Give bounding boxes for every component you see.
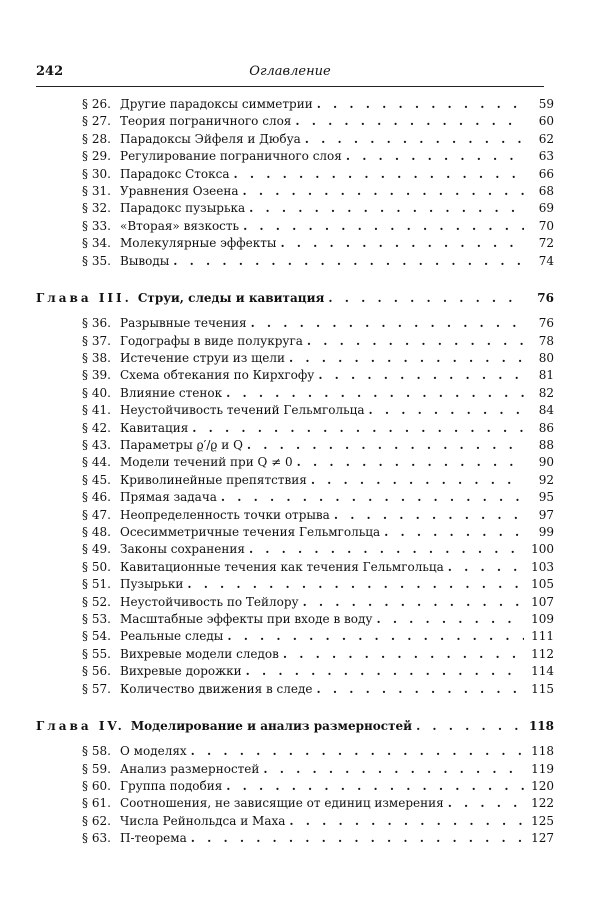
toc-entry[interactable] bbox=[0, 96, 600, 113]
section-page: 88 bbox=[538, 438, 554, 453]
section-number: § 30. bbox=[82, 166, 111, 181]
section-number: § 31. bbox=[82, 183, 111, 198]
section-number: § 48. bbox=[82, 524, 111, 539]
section-title: Реальные следы bbox=[120, 629, 224, 644]
section-number: § 27. bbox=[82, 114, 111, 129]
leader-dots bbox=[249, 200, 524, 217]
toc-entry[interactable] bbox=[0, 681, 600, 698]
section-title: Прямая задача bbox=[120, 490, 217, 505]
toc-entry[interactable] bbox=[0, 454, 600, 471]
leader-dots bbox=[317, 96, 524, 113]
section-page: 107 bbox=[531, 594, 554, 609]
section-page: 97 bbox=[538, 507, 554, 522]
section-title: Кавитационные течения как течения Гельмгольца bbox=[120, 559, 444, 574]
leader-dots bbox=[307, 333, 524, 350]
section-title: Криволинейные препятствия bbox=[120, 472, 307, 487]
section-title: Влияние стенок bbox=[120, 385, 223, 400]
section-number: § 61. bbox=[82, 796, 111, 811]
toc-entry[interactable] bbox=[0, 315, 600, 332]
section-page: 105 bbox=[531, 577, 554, 592]
section-number: § 58. bbox=[82, 744, 111, 759]
chapter-page: 118 bbox=[528, 718, 554, 733]
section-title: Параметры ϱ′/ϱ и Q bbox=[120, 438, 243, 453]
section-page: 109 bbox=[531, 611, 554, 626]
chapter-3-entry[interactable] bbox=[0, 290, 600, 307]
leader-dots bbox=[246, 663, 524, 680]
toc-entry[interactable] bbox=[0, 778, 600, 795]
section-page: 84 bbox=[538, 403, 554, 418]
section-title: Неопределенность точки отрыва bbox=[120, 507, 330, 522]
chapter-4-entry[interactable] bbox=[0, 718, 600, 735]
leader-dots bbox=[448, 559, 524, 576]
section-number: § 35. bbox=[82, 253, 111, 268]
section-title: Истечение струи из щели bbox=[120, 351, 286, 366]
section-number: § 33. bbox=[82, 218, 111, 233]
toc-entry[interactable] bbox=[0, 200, 600, 217]
leader-dots bbox=[242, 183, 524, 200]
section-page: 103 bbox=[531, 559, 554, 574]
toc-entry[interactable] bbox=[0, 813, 600, 830]
section-number: § 57. bbox=[82, 681, 111, 696]
section-page: 76 bbox=[538, 316, 554, 331]
toc-entry[interactable] bbox=[0, 235, 600, 252]
section-title: П-теорема bbox=[120, 831, 187, 846]
section-title: Разрывные течения bbox=[120, 316, 247, 331]
page-number: 242 bbox=[36, 64, 64, 79]
section-title: Выводы bbox=[120, 253, 170, 268]
toc-entry[interactable] bbox=[0, 131, 600, 148]
section-page: 120 bbox=[531, 779, 554, 794]
section-title: Количество движения в следе bbox=[120, 681, 313, 696]
section-page: 74 bbox=[538, 253, 554, 268]
section-title: Законы сохранения bbox=[120, 542, 245, 557]
section-number: § 63. bbox=[82, 831, 111, 846]
header-rule bbox=[36, 86, 544, 87]
section-number: § 56. bbox=[82, 664, 111, 679]
toc-entry[interactable] bbox=[0, 183, 600, 200]
chapter-title: Моделирование и анализ размерностей bbox=[130, 718, 413, 733]
toc-entry[interactable] bbox=[0, 113, 600, 130]
leader-dots bbox=[234, 166, 524, 183]
section-number: § 59. bbox=[82, 761, 111, 776]
section-title: «Вторая» вязкость bbox=[120, 218, 240, 233]
section-title: Схема обтекания по Кирхгофу bbox=[120, 368, 315, 383]
section-number: § 28. bbox=[82, 131, 111, 146]
section-number: § 50. bbox=[82, 559, 111, 574]
toc-entry[interactable] bbox=[0, 218, 600, 235]
section-title: О моделях bbox=[120, 744, 187, 759]
toc-entry[interactable] bbox=[0, 663, 600, 680]
toc-entry[interactable] bbox=[0, 253, 600, 270]
leader-dots bbox=[191, 830, 524, 847]
leader-dots bbox=[187, 576, 524, 593]
section-page: 99 bbox=[538, 524, 554, 539]
section-title: Уравнения Озеена bbox=[120, 183, 239, 198]
section-number: § 45. bbox=[82, 472, 111, 487]
section-number: § 42. bbox=[82, 420, 111, 435]
section-number: § 60. bbox=[82, 779, 111, 794]
toc-entry[interactable] bbox=[0, 743, 600, 760]
toc-entry[interactable] bbox=[0, 628, 600, 645]
section-page: 112 bbox=[531, 646, 554, 661]
leader-dots bbox=[318, 367, 524, 384]
leader-dots bbox=[247, 437, 524, 454]
section-title: Парадокс пузырька bbox=[120, 201, 246, 216]
section-page: 115 bbox=[531, 681, 554, 696]
section-page: 100 bbox=[531, 542, 554, 557]
section-page: 114 bbox=[531, 664, 554, 679]
section-page: 125 bbox=[531, 813, 554, 828]
section-list-2 bbox=[0, 315, 600, 698]
toc-entry[interactable] bbox=[0, 420, 600, 437]
section-number: § 32. bbox=[82, 201, 111, 216]
section-title: Регулирование пограничного слоя bbox=[120, 149, 342, 164]
section-number: § 38. bbox=[82, 351, 111, 366]
page-title: Оглавление bbox=[249, 64, 331, 79]
section-number: § 40. bbox=[82, 385, 111, 400]
toc-entry[interactable] bbox=[0, 385, 600, 402]
section-page: 92 bbox=[538, 472, 554, 487]
leader-dots bbox=[303, 594, 524, 611]
toc-entry[interactable] bbox=[0, 611, 600, 628]
section-number: § 29. bbox=[82, 149, 111, 164]
leader-dots bbox=[334, 507, 524, 524]
section-number: § 62. bbox=[82, 813, 111, 828]
section-title: Годографы в виде полукруга bbox=[120, 333, 303, 348]
section-number: § 53. bbox=[82, 611, 111, 626]
leader-dots bbox=[221, 489, 524, 506]
section-page: 68 bbox=[538, 183, 554, 198]
leader-dots bbox=[263, 761, 524, 778]
section-number: § 51. bbox=[82, 577, 111, 592]
leader-dots bbox=[384, 524, 524, 541]
section-page: 82 bbox=[538, 385, 554, 400]
leader-dots bbox=[243, 218, 524, 235]
section-list-1 bbox=[0, 96, 600, 270]
section-page: 69 bbox=[538, 201, 554, 216]
leader-dots bbox=[226, 778, 524, 795]
section-page: 122 bbox=[531, 796, 554, 811]
section-title: Вихревые дорожки bbox=[120, 664, 242, 679]
section-title: Осесимметричные течения Гельмгольца bbox=[120, 524, 381, 539]
leader-dots bbox=[289, 350, 524, 367]
chapter-label: Глава IV. bbox=[36, 718, 125, 733]
section-page: 60 bbox=[538, 114, 554, 129]
toc-entry[interactable] bbox=[0, 594, 600, 611]
section-page: 80 bbox=[538, 351, 554, 366]
section-number: § 26. bbox=[82, 97, 111, 111]
leader-dots bbox=[226, 385, 524, 402]
table-of-contents bbox=[0, 96, 600, 848]
section-page: 90 bbox=[538, 455, 554, 470]
section-number: § 52. bbox=[82, 594, 111, 609]
toc-entry[interactable] bbox=[0, 830, 600, 847]
section-title: Парадокс Стокса bbox=[120, 166, 230, 181]
section-page: 78 bbox=[538, 333, 554, 348]
section-number: § 54. bbox=[82, 629, 111, 644]
leader-dots bbox=[191, 743, 524, 760]
toc-entry[interactable] bbox=[0, 333, 600, 350]
section-title: Теория пограничного слоя bbox=[120, 114, 292, 129]
leader-dots bbox=[251, 315, 524, 332]
toc-entry[interactable] bbox=[0, 402, 600, 419]
chapter-page: 76 bbox=[537, 290, 554, 305]
section-page: 81 bbox=[538, 368, 554, 383]
section-title: Другие парадоксы симметрии bbox=[120, 97, 313, 111]
section-page: 127 bbox=[531, 831, 554, 846]
section-title: Молекулярные эффекты bbox=[120, 236, 277, 251]
leader-dots bbox=[346, 148, 524, 165]
section-page: 63 bbox=[538, 149, 554, 164]
section-number: § 39. bbox=[82, 368, 111, 383]
section-title: Масштабные эффекты при входе в воду bbox=[120, 611, 373, 626]
toc-entry[interactable] bbox=[0, 761, 600, 778]
section-title: Кавитация bbox=[120, 420, 189, 435]
toc-entry[interactable] bbox=[0, 795, 600, 812]
section-title: Парадоксы Эйфеля и Дюбуа bbox=[120, 131, 301, 146]
leader-dots bbox=[328, 290, 524, 307]
section-number: § 37. bbox=[82, 333, 111, 348]
leader-dots bbox=[416, 718, 524, 735]
section-number: § 55. bbox=[82, 646, 111, 661]
leader-dots bbox=[376, 611, 524, 628]
leader-dots bbox=[297, 454, 524, 471]
section-number: § 41. bbox=[82, 403, 111, 418]
toc-entry[interactable] bbox=[0, 524, 600, 541]
leader-dots bbox=[305, 131, 524, 148]
toc-entry[interactable] bbox=[0, 166, 600, 183]
leader-dots bbox=[295, 113, 524, 130]
leader-dots bbox=[283, 646, 524, 663]
toc-entry[interactable] bbox=[0, 507, 600, 524]
section-page: 86 bbox=[538, 420, 554, 435]
leader-dots bbox=[448, 795, 524, 812]
leader-dots bbox=[317, 681, 525, 698]
toc-entry[interactable] bbox=[0, 148, 600, 165]
leader-dots bbox=[249, 541, 524, 558]
section-page: 59 bbox=[538, 97, 554, 111]
section-number: § 47. bbox=[82, 507, 111, 522]
leader-dots bbox=[311, 472, 524, 489]
toc-entry[interactable] bbox=[0, 350, 600, 367]
page-header bbox=[36, 64, 544, 80]
leader-dots bbox=[280, 235, 524, 252]
section-number: § 46. bbox=[82, 490, 111, 505]
toc-entry[interactable] bbox=[0, 646, 600, 663]
section-page: 111 bbox=[531, 629, 554, 644]
section-title: Анализ размерностей bbox=[120, 761, 260, 776]
leader-dots bbox=[369, 402, 525, 419]
toc-entry[interactable] bbox=[0, 472, 600, 489]
section-page: 62 bbox=[538, 131, 554, 146]
section-list-3 bbox=[0, 743, 600, 847]
section-number: § 44. bbox=[82, 455, 111, 470]
section-page: 118 bbox=[531, 744, 554, 759]
section-page: 70 bbox=[538, 218, 554, 233]
section-page: 66 bbox=[538, 166, 554, 181]
toc-entry[interactable] bbox=[0, 489, 600, 506]
section-title: Пузырьки bbox=[120, 577, 184, 592]
toc-entry[interactable] bbox=[0, 541, 600, 558]
section-page: 95 bbox=[538, 490, 554, 505]
toc-entry[interactable] bbox=[0, 367, 600, 384]
section-title: Неустойчивость течений Гельмгольца bbox=[120, 403, 365, 418]
section-title: Неустойчивость по Тейлору bbox=[120, 594, 299, 609]
section-number: § 36. bbox=[82, 316, 111, 331]
section-number: § 49. bbox=[82, 542, 111, 557]
section-title: Числа Рейнольдса и Маха bbox=[120, 813, 286, 828]
leader-dots bbox=[192, 420, 524, 437]
section-number: § 43. bbox=[82, 438, 111, 453]
toc-entry[interactable] bbox=[0, 559, 600, 576]
leader-dots bbox=[173, 253, 524, 270]
section-title: Группа подобия bbox=[120, 779, 223, 794]
section-title: Соотношения, не зависящие от единиц измерения bbox=[120, 796, 444, 811]
chapter-label: Глава III. bbox=[36, 290, 132, 305]
chapter-title: Струи, следы и кавитация bbox=[137, 290, 325, 305]
section-page: 119 bbox=[531, 761, 554, 776]
section-title: Вихревые модели следов bbox=[120, 646, 279, 661]
section-title: Модели течений при Q ≠ 0 bbox=[120, 455, 293, 470]
leader-dots bbox=[289, 813, 524, 830]
toc-entry[interactable] bbox=[0, 437, 600, 454]
leader-dots bbox=[227, 628, 524, 645]
section-number: § 34. bbox=[82, 236, 111, 251]
section-page: 72 bbox=[538, 236, 554, 251]
toc-entry[interactable] bbox=[0, 576, 600, 593]
